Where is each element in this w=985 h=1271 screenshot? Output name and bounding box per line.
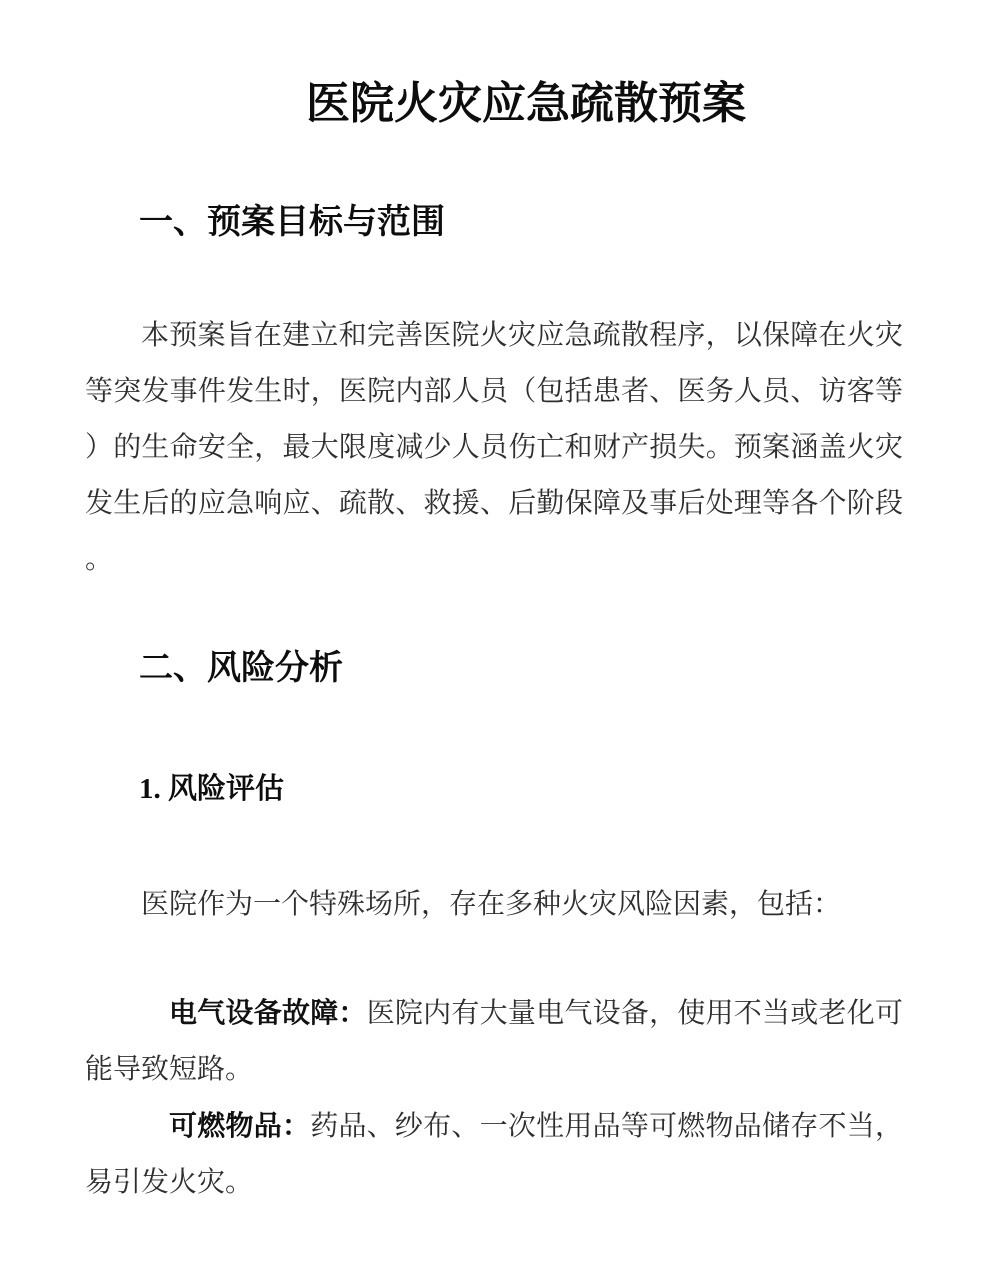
risk-item-electrical-line-2: 能导致短路。 (85, 1054, 254, 1085)
risk-item-label: 可燃物品： (169, 1110, 311, 1141)
risk-item-label: 电气设备故障： (169, 997, 367, 1028)
paragraph-line: 等突发事件发生时，医院内部人员（包括患者、医务人员、访客等 (85, 376, 903, 407)
section-1-paragraph (85, 308, 903, 588)
risk-intro-line: 医院作为一个特殊场所，存在多种火灾风险因素，包括： (141, 889, 842, 920)
risk-item-text: 药品、纱布、一次性用品等可燃物品储存不当， (310, 1111, 903, 1142)
paragraph-line: 发生后的应急响应、疏散、救援、后勤保障及事后处理等各个阶段 (85, 488, 903, 519)
risk-item-combustible-line-1 (85, 1098, 903, 1155)
subsection-1-heading: 1. 风险评估 (139, 773, 285, 805)
risk-item-combustible-line-2: 易引发火灾。 (85, 1167, 254, 1198)
risk-item-text: 医院内有大量电气设备，使用不当或老化可 (366, 998, 903, 1029)
risk-item-list (85, 985, 903, 1211)
risk-item-electrical-line-1 (85, 985, 903, 1042)
paragraph-line: ）的生命安全，最大限度减少人员伤亡和财产损失。预案涵盖火灾 (85, 432, 903, 463)
document-title: 医院火灾应急疏散预案 (306, 79, 746, 128)
section-2-heading: 二、风险分析 (139, 649, 343, 687)
paragraph-line: 本预案旨在建立和完善医院火灾应急疏散程序，以保障在火灾 (141, 320, 903, 351)
section-1-heading: 一、预案目标与范围 (139, 203, 445, 241)
paragraph-line: 。 (85, 544, 114, 575)
